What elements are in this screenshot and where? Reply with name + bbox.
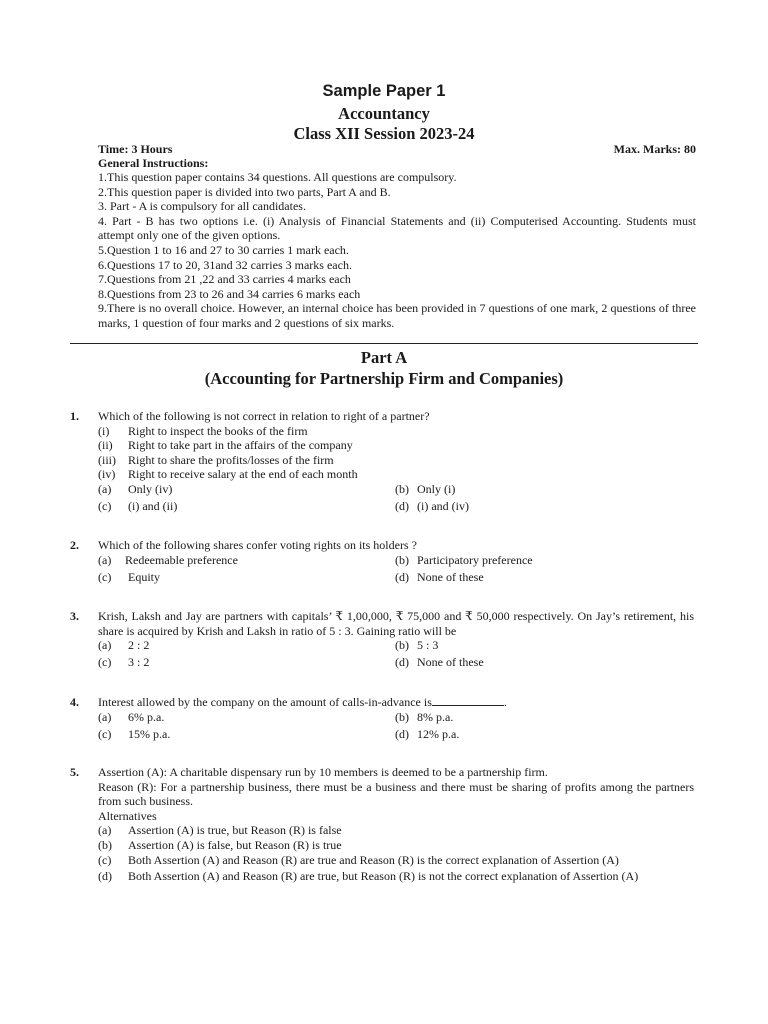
instruction-item: 6.Questions 17 to 20, 31and 32 carries 3 marks each. xyxy=(98,257,352,272)
instruction-item: 1.This question paper contains 34 questions. All questions are compulsory. xyxy=(98,170,457,184)
subject-title: Accountancy xyxy=(338,104,430,123)
instruction-item: 8.Questions from 23 to 26 and 34 carries 6 marks each xyxy=(98,286,361,301)
statement-item: (ii) Right to take part in the affairs of the company xyxy=(98,438,353,453)
statement-item: (i) Right to inspect the books of the firm xyxy=(98,423,308,438)
option-a: (a) Assertion (A) is true, but Reason (R) is false xyxy=(98,823,342,838)
exam-meta xyxy=(98,142,696,157)
question-text: Krish, Laksh and Jay are partners with capitals’ ₹ 1,00,000, ₹ 75,000 and ₹ 50,000 respectively. On Jay’s retirement, his share is acquired by Krish and Laksh in ratio of 5 : 3. Gaining ratio will be xyxy=(98,609,694,638)
statement-item: (iv) Right to receive salary at the end of each month xyxy=(98,467,358,482)
question-number: 1. xyxy=(70,409,79,423)
paper-title: Sample Paper 1 xyxy=(322,82,446,100)
part-subtitle: (Accounting for Partnership Firm and Companies) xyxy=(204,369,564,388)
instruction-item: 2.This question paper is divided into two parts, Part A and B. xyxy=(98,184,391,199)
instruction-item: 9.There is no overall choice. However, an internal choice has been provided in 7 questions of one mark, 2 questions of three marks, 1 question of four marks and 2 questions of six marks. xyxy=(98,301,696,330)
class-session-title: Class XII Session 2023-24 xyxy=(293,124,475,143)
general-instructions-heading: General Instructions: xyxy=(98,156,209,170)
instruction-item: 5.Question 1 to 16 and 27 to 30 carries 1 mark each. xyxy=(98,242,349,257)
instruction-item: 3. Part - A is compulsory for all candidates. xyxy=(98,199,306,214)
option-d: (d) Both Assertion (A) and Reason (R) are true, but Reason (R) is not the correct explanation of Assertion (A) xyxy=(98,869,639,884)
question-text: Which of the following shares confer voting rights on its holders ? xyxy=(98,538,417,552)
instruction-item: 7.Questions from 21 ,22 and 33 carries 4 marks each xyxy=(98,272,351,287)
question-number: 5. xyxy=(70,765,79,779)
alternatives-heading: Alternatives xyxy=(98,808,157,823)
assertion-text: Assertion (A): A charitable dispensary run by 10 members is deemed to be a partnership firm. xyxy=(98,765,548,779)
option-c: (c) Both Assertion (A) and Reason (R) are true and Reason (R) is the correct explanation of Assertion (A) xyxy=(98,852,619,867)
option-b: (b) Assertion (A) is false, but Reason (R) is true xyxy=(98,837,342,852)
instruction-item: 4. Part - B has two options i.e. (i) Analysis of Financial Statements and (ii) Computerised Accounting. Students must attempt only one of the given options. xyxy=(98,213,696,243)
answer-blank xyxy=(432,695,504,706)
section-divider xyxy=(70,343,698,344)
general-instructions xyxy=(98,170,696,331)
question-number: 4. xyxy=(70,695,79,709)
question-text: Interest allowed by the company on the amount of calls-in-advance is . xyxy=(98,695,507,709)
statement-item: (iii) Right to share the profits/losses of the firm xyxy=(98,452,334,467)
time-label: Time: 3 Hours xyxy=(98,142,173,156)
reason-text: Reason (R): For a partnership business, there must be a business and there must be sharing of profits among the partners from such business. xyxy=(98,779,694,809)
document-page: Sample Paper 1 Accountancy Class XII Session 2023-24 Time: 3 Hours Max. Marks: 80 General Instructions: 1.This question paper contains 34 questions. All questions are compulsory. 2.This question paper is divided into two parts, Part A and B. 3. Part - A is compulsory for all candidates. 4. Part - B has two options i.e. (i) Analysis of Financial Statements and (ii) Computerised Accounting. Students must attempt only one of the given options. 5.Question 1 to 16 and 27 to 30 carries 1 mark each. 6.Questions 17 to 20, 31and 32 carries 3 marks each. 7.Questions from 21 ,22 and 33 carries 4 marks each 8.Questions from 23 to 26 and 34 carries 6 marks each 9.There is no overall choice. However, an internal choice has been provided in 7 questions of one mark, 2 questions of three marks, 1 question of four marks and 2 questions of six marks. Part A (Accounting for Partnership Firm and Companies) 1. Which of the following is not correct in relation to right of a partner? (i) Right to inspect the books of the firm (ii) Right to take part in the affairs of the company (iii) Right to share the profits/losses of the firm (iv) Right to receive salary at the end of each month (a) Only (iv) (b) Only (i) (c) (i) and (ii) (d) (i) and (iv) 2. Which of the following shares confer voting rights on its holders ? (a) Redeemable preference (b) Participatory preference (c) Equity (d) None of these 3. Krish, Laksh and Jay are partners with capitals’ ₹ 1,00,000, ₹ 75,000 and ₹ 50,000 respectively. On Jay’s retirement, his share is acquired by Krish and Laksh in ratio of 5 : 3. Gaining ratio will be (a) 2 : 2 (b) 5 : 3 (c) 3 : 2 (d) None of these 4. Interest allowed by the company on the amount of calls-in-advance is . (a) 6% p.a. (b) 8% p.a. (c) 15% p.a. (d) 12% p.a. 5. Assertion (A): A charitable dispensary run by 10 members is deemed to be a partnership firm. Reason (R): For a partnership business, there must be a business and there must be sharing of profits among the partners from such business. Alternatives (a) Assertion (A) is true, but Reason (R) is false (b) Assertion (A) is false, but Reason (R) is true (c) Both Assertion (A) and Reason (R) are true and Reason (R) is the correct explanation of Assertion (A) (d) Both Assertion (A) and Reason (R) are true, but Reason (R) is not the correct explanation of Assertion (A) xyxy=(0,0,768,1024)
part-title: Part A xyxy=(360,348,408,367)
question-number: 3. xyxy=(70,609,79,623)
max-marks-label: Max. Marks: 80 xyxy=(613,142,696,156)
question-text: Which of the following is not correct in relation to right of a partner? xyxy=(98,409,430,423)
question-number: 2. xyxy=(70,538,79,552)
